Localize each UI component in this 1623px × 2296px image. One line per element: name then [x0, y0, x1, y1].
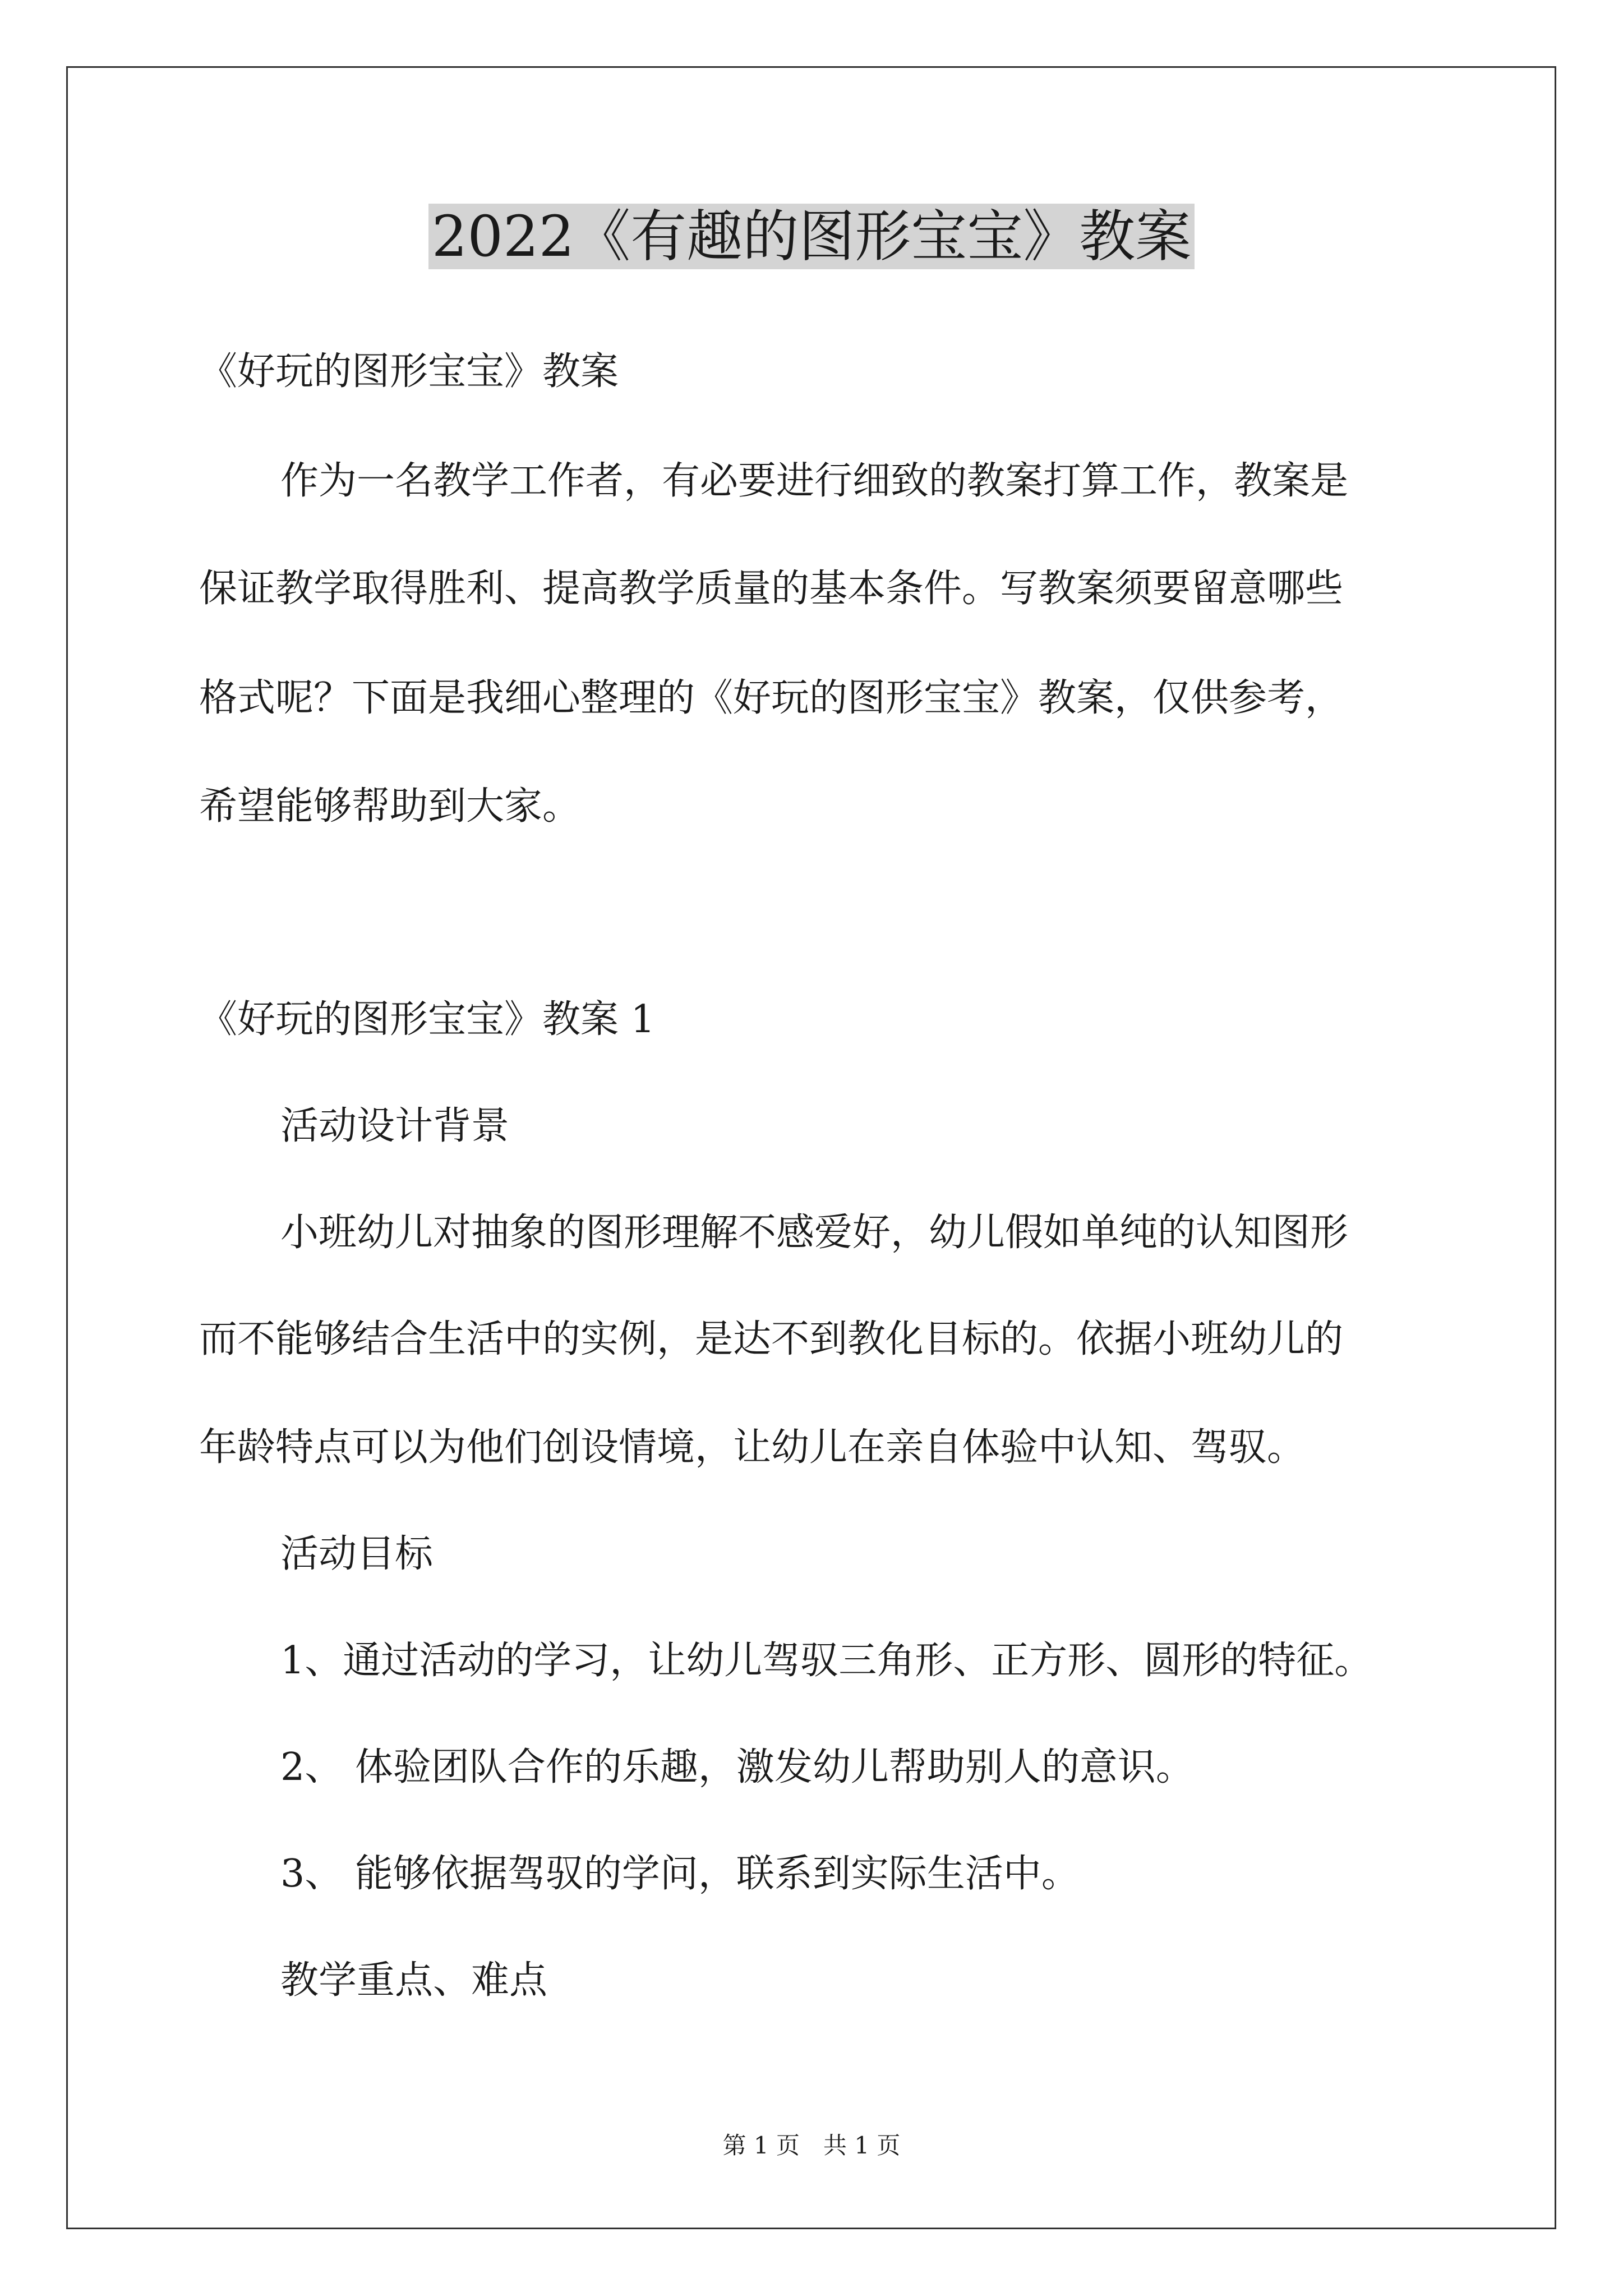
- intro-line-4: 希望能够帮助到大家。: [199, 784, 581, 829]
- background-line-1: 小班幼儿对抽象的图形理解不感爱好，幼儿假如单纯的认知图形: [280, 1211, 1349, 1255]
- goals-heading: 活动目标: [280, 1532, 434, 1576]
- section-title: 《好玩的图形宝宝》教案 1: [199, 997, 655, 1042]
- intro-line-2: 保证教学取得胜利、提高教学质量的基本条件。写教案须要留意哪些: [199, 567, 1344, 611]
- goal-item-3: 3、 能够依据驾驭的学问，联系到实际生活中。: [280, 1852, 1080, 1896]
- background-line-3: 年龄特点可以为他们创设情境，让幼儿在亲自体验中认知、驾驭。: [199, 1425, 1306, 1470]
- goal-item-2: 2、 体验团队合作的乐趣，激发幼儿帮助别人的意识。: [280, 1745, 1194, 1789]
- intro-line-3: 格式呢？下面是我细心整理的《好玩的图形宝宝》教案，仅供参考，: [199, 676, 1344, 720]
- goal-item-1: 1、通过活动的学习，让幼儿驾驭三角形、正方形、圆形的特征。: [280, 1639, 1373, 1683]
- key-points-heading: 教学重点、难点: [280, 1958, 548, 2003]
- document-title: [0, 197, 1623, 276]
- background-line-2: 而不能够结合生活中的实例，是达不到教化目标的。依据小班幼儿的: [199, 1317, 1344, 1361]
- subtitle: 《好玩的图形宝宝》教案: [199, 349, 619, 394]
- document-title-text: 2022《有趣的图形宝宝》教案: [428, 204, 1195, 269]
- background-heading: 活动设计背景: [280, 1104, 510, 1148]
- intro-line-1: 作为一名教学工作者，有必要进行细致的教案打算工作，教案是: [280, 459, 1349, 503]
- page-footer: 第 1 页 共 1 页: [722, 2132, 901, 2159]
